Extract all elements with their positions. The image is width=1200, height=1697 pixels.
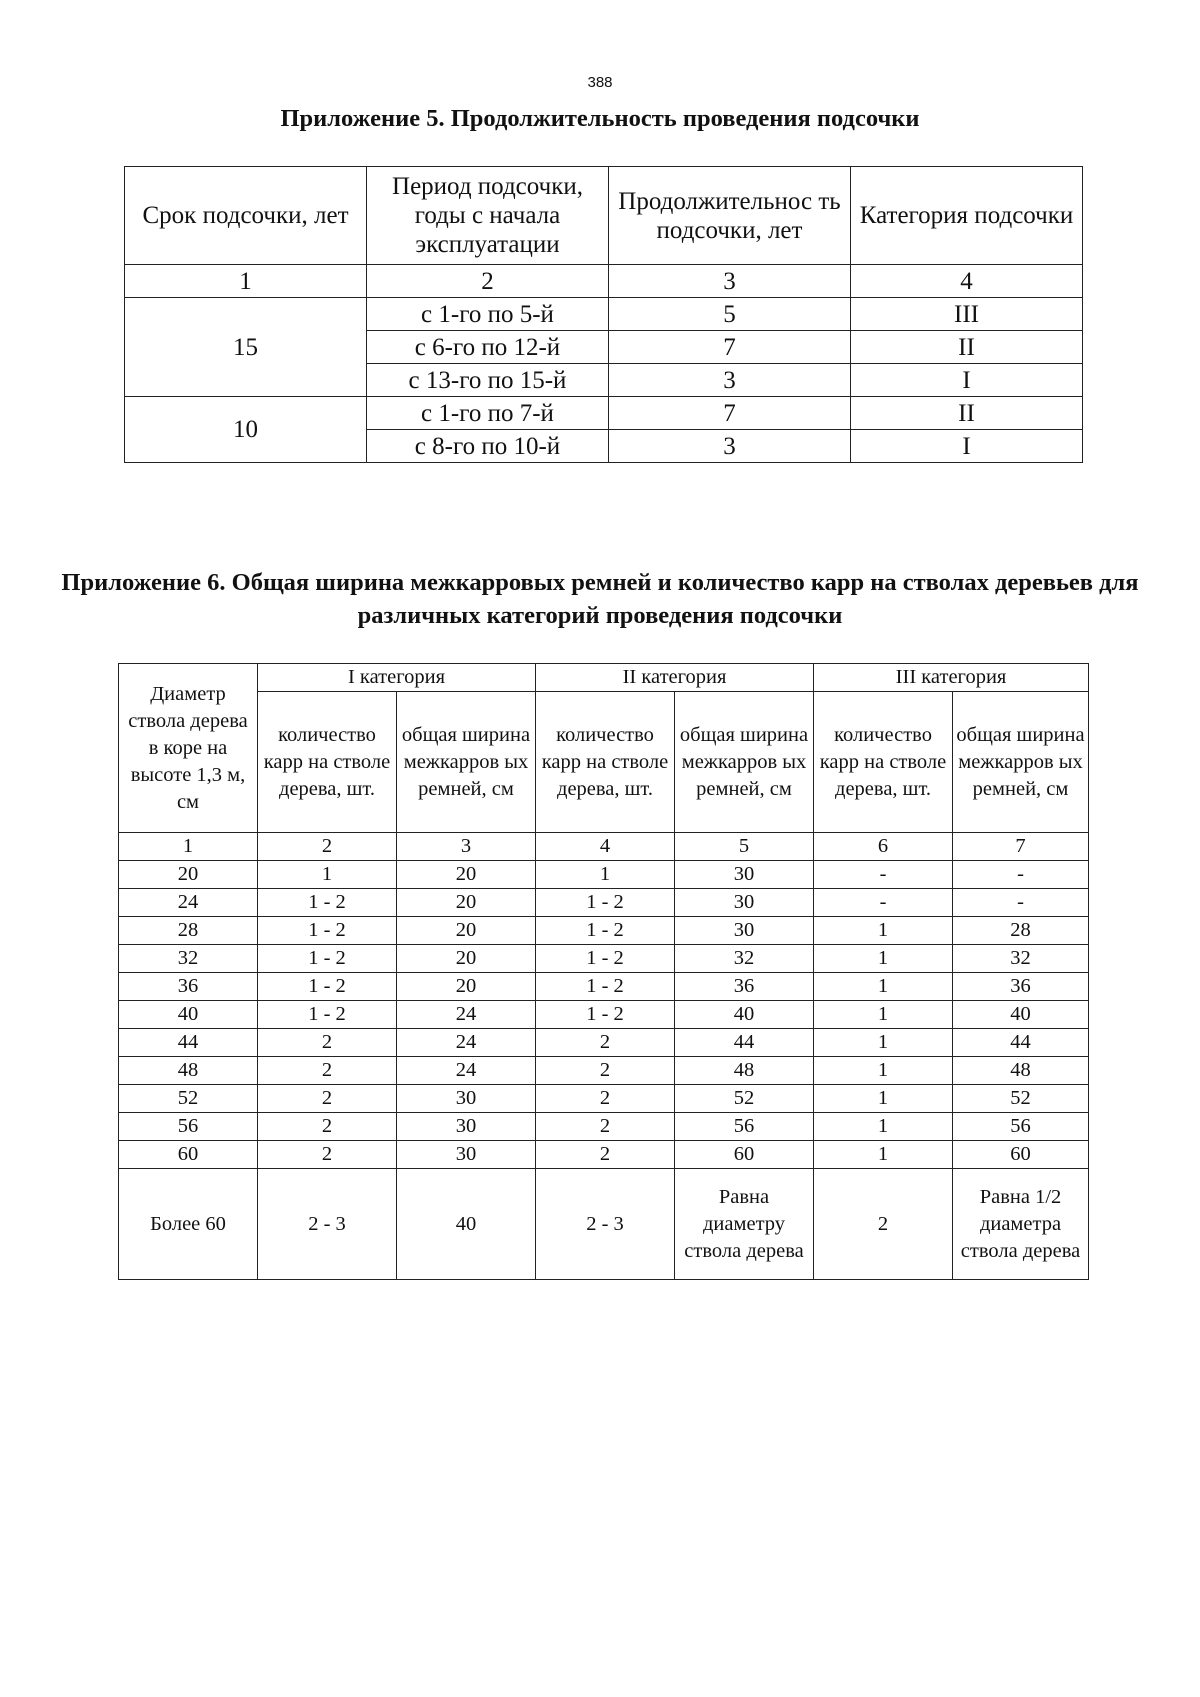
table-cell: 30 [675, 889, 814, 917]
column-number: 1 [125, 265, 367, 298]
table-cell: 1 [814, 1001, 953, 1029]
table-cell: Равна диаметру ствола дерева [675, 1169, 814, 1280]
table-cell: 2 [536, 1141, 675, 1169]
table-cell: Равна 1/2 диаметра ствола дерева [953, 1169, 1089, 1280]
table-cell: 1 - 2 [258, 1001, 397, 1029]
page-number: 388 [587, 74, 613, 91]
subheader-width: общая ширина межкарров ых ремней, см [397, 692, 536, 833]
table-cell: 20 [397, 889, 536, 917]
table-cell: 1 [814, 945, 953, 973]
table-cell: 1 [536, 861, 675, 889]
column-number: 5 [675, 833, 814, 861]
table-cell: 1 - 2 [536, 889, 675, 917]
column-number: 2 [258, 833, 397, 861]
table-cell: 56 [953, 1113, 1089, 1141]
table-cell: 24 [119, 889, 258, 917]
table-row [125, 397, 1083, 430]
column-number: 7 [953, 833, 1089, 861]
table-cell: 56 [119, 1113, 258, 1141]
column-number: 4 [851, 265, 1083, 298]
table-cell: 32 [953, 945, 1089, 973]
table-row [119, 1141, 1089, 1169]
table-cell: 1 [814, 1141, 953, 1169]
table-cell: 52 [119, 1085, 258, 1113]
appendix6-table [118, 663, 1089, 1280]
subheader-count: количество карр на стволе дерева, шт. [258, 692, 397, 833]
table-header-row [119, 664, 1089, 692]
subheader-count: количество карр на стволе дерева, шт. [536, 692, 675, 833]
table-cell: 2 [536, 1085, 675, 1113]
table-cell: Более 60 [119, 1169, 258, 1280]
table-cell: 2 [258, 1085, 397, 1113]
table-cell: 60 [953, 1141, 1089, 1169]
table-cell: 1 - 2 [258, 917, 397, 945]
table-cell: 2 [814, 1169, 953, 1280]
table-row-last [119, 1169, 1089, 1280]
table-cell: 1 - 2 [536, 917, 675, 945]
column-number: 3 [397, 833, 536, 861]
table-row [119, 1057, 1089, 1085]
table-cell: 2 [536, 1057, 675, 1085]
subheader-width: общая ширина межкарров ых ремней, см [675, 692, 814, 833]
category-cell: II [851, 397, 1083, 430]
period-cell: с 6-го по 12-й [367, 331, 609, 364]
table-cell: 1 [814, 1113, 953, 1141]
table-cell: 2 [258, 1141, 397, 1169]
table-cell: 1 [258, 861, 397, 889]
table-cell: 32 [675, 945, 814, 973]
table-cell: 20 [397, 917, 536, 945]
column-number: 3 [609, 265, 851, 298]
table-cell: 44 [119, 1029, 258, 1057]
table-subheader-row [119, 692, 1089, 833]
table-cell: 30 [675, 917, 814, 945]
table-cell: 44 [953, 1029, 1089, 1057]
table-cell: 40 [675, 1001, 814, 1029]
header-period: Период подсочки, годы с начала эксплуатации [367, 167, 609, 265]
table-cell: - [814, 889, 953, 917]
table-row [119, 889, 1089, 917]
appendix6-body [119, 861, 1089, 1169]
table-cell: 2 [258, 1113, 397, 1141]
table-row [119, 973, 1089, 1001]
table-cell: 30 [675, 861, 814, 889]
appendix5-table [124, 166, 1083, 463]
column-number: 6 [814, 833, 953, 861]
table-cell: 52 [953, 1085, 1089, 1113]
table-cell: 2 [536, 1029, 675, 1057]
table-cell: - [814, 861, 953, 889]
table-cell: 1 - 2 [258, 889, 397, 917]
header-category-2: II категория [536, 664, 814, 692]
table-cell: 40 [397, 1169, 536, 1280]
column-numbers-row [119, 833, 1089, 861]
table-cell: 44 [675, 1029, 814, 1057]
table-row [119, 1085, 1089, 1113]
column-number: 4 [536, 833, 675, 861]
header-category: Категория подсочки [851, 167, 1083, 265]
table-cell: 1 [814, 1057, 953, 1085]
table-cell: 20 [397, 861, 536, 889]
table-cell: 28 [953, 917, 1089, 945]
table-cell: 2 [258, 1029, 397, 1057]
header-category-1: I категория [258, 664, 536, 692]
duration-cell: 7 [609, 397, 851, 430]
table-row [125, 298, 1083, 331]
subheader-width: общая ширина межкарров ых ремней, см [953, 692, 1089, 833]
period-cell: с 13-го по 15-й [367, 364, 609, 397]
table-cell: - [953, 889, 1089, 917]
duration-cell: 7 [609, 331, 851, 364]
table-row [119, 861, 1089, 889]
appendix6-title: Приложение 6. Общая ширина межкарровых ремней и количество карр на стволах деревьев для различных категорий проведения подсочки [61, 569, 1139, 629]
table-header-row [125, 167, 1083, 265]
table-cell: 48 [953, 1057, 1089, 1085]
term-cell: 10 [125, 397, 367, 463]
category-cell: I [851, 430, 1083, 463]
table-cell: 1 - 2 [258, 945, 397, 973]
table-cell: 1 - 2 [536, 973, 675, 1001]
table-cell: 1 [814, 917, 953, 945]
table-row [119, 1001, 1089, 1029]
duration-cell: 3 [609, 430, 851, 463]
table-cell: 30 [397, 1141, 536, 1169]
table-row [119, 1113, 1089, 1141]
period-cell: с 1-го по 7-й [367, 397, 609, 430]
category-cell: I [851, 364, 1083, 397]
table-cell: 36 [119, 973, 258, 1001]
column-number: 2 [367, 265, 609, 298]
header-category-3: III категория [814, 664, 1089, 692]
table-cell: 2 [536, 1113, 675, 1141]
table-cell: 32 [119, 945, 258, 973]
table-cell: 48 [675, 1057, 814, 1085]
table-row [119, 917, 1089, 945]
category-cell: II [851, 331, 1083, 364]
header-duration: Продолжительнос ть подсочки, лет [609, 167, 851, 265]
column-numbers-row [125, 265, 1083, 298]
table-cell: 2 [258, 1057, 397, 1085]
table-row [119, 1029, 1089, 1057]
table-cell: 2 - 3 [258, 1169, 397, 1280]
table-cell: 36 [675, 973, 814, 1001]
table-cell: 36 [953, 973, 1089, 1001]
period-cell: с 8-го по 10-й [367, 430, 609, 463]
table-cell: 20 [397, 945, 536, 973]
table-cell: 30 [397, 1113, 536, 1141]
table-cell: 1 - 2 [258, 973, 397, 1001]
table-cell: 40 [119, 1001, 258, 1029]
table-cell: 24 [397, 1001, 536, 1029]
column-number: 1 [119, 833, 258, 861]
table-cell: 30 [397, 1085, 536, 1113]
table-cell: 24 [397, 1029, 536, 1057]
table-cell: 20 [119, 861, 258, 889]
table-cell: 60 [675, 1141, 814, 1169]
table-cell: 2 - 3 [536, 1169, 675, 1280]
table-row [119, 945, 1089, 973]
table-cell: 1 [814, 1085, 953, 1113]
table-cell: 20 [397, 973, 536, 1001]
table-cell: 40 [953, 1001, 1089, 1029]
table-cell: 1 - 2 [536, 1001, 675, 1029]
table-cell: - [953, 861, 1089, 889]
header-diameter: Диаметр ствола дерева в коре на высоте 1,3 м, см [119, 664, 258, 833]
table-cell: 48 [119, 1057, 258, 1085]
term-cell: 15 [125, 298, 367, 397]
subheader-count: количество карр на стволе дерева, шт. [814, 692, 953, 833]
table-cell: 56 [675, 1113, 814, 1141]
table-cell: 52 [675, 1085, 814, 1113]
duration-cell: 5 [609, 298, 851, 331]
appendix5-title: Приложение 5. Продолжительность проведения подсочки [280, 105, 920, 132]
table-cell: 1 [814, 1029, 953, 1057]
table-cell: 1 [814, 973, 953, 1001]
table-cell: 28 [119, 917, 258, 945]
period-cell: с 1-го по 5-й [367, 298, 609, 331]
category-cell: III [851, 298, 1083, 331]
table-cell: 24 [397, 1057, 536, 1085]
header-term: Срок подсочки, лет [125, 167, 367, 265]
table-cell: 60 [119, 1141, 258, 1169]
table-cell: 1 - 2 [536, 945, 675, 973]
duration-cell: 3 [609, 364, 851, 397]
